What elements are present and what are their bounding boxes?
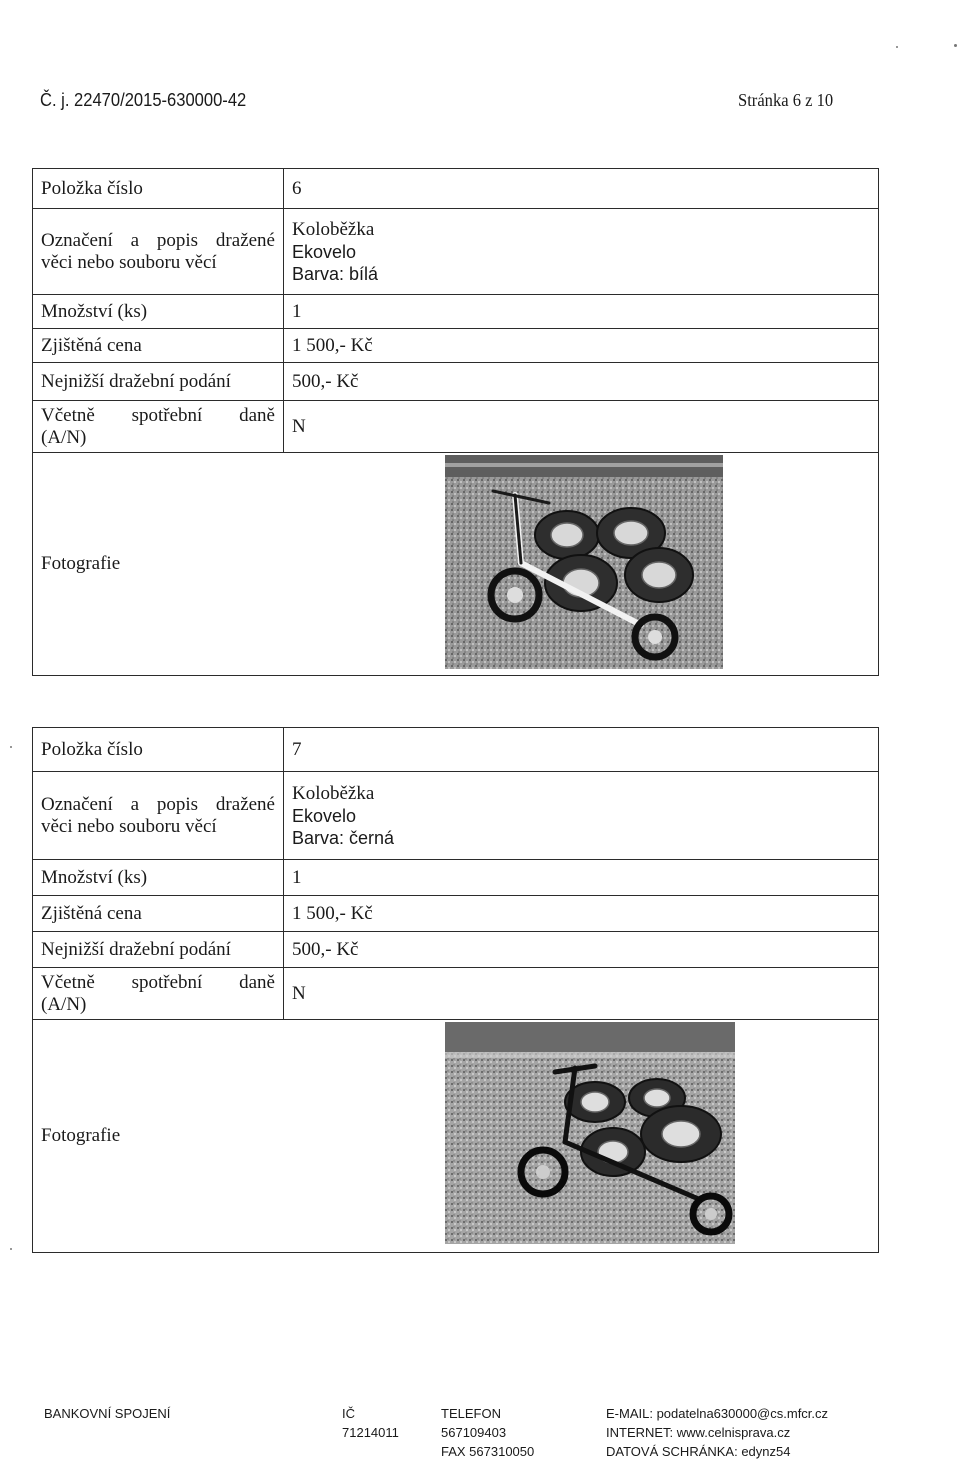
footer-phone [441, 1404, 534, 1461]
footer-ic-label: IČ [342, 1406, 355, 1421]
tax-label-word-1: Včetně [41, 404, 95, 426]
tax-label-line1 [41, 405, 275, 427]
tax-label [33, 401, 284, 453]
item-number-value: 6 [284, 169, 879, 209]
description-label-line1: Označení a popis dražené [41, 793, 275, 815]
item-color: Barva: bílá [292, 263, 379, 284]
item-name: Koloběžka [292, 782, 375, 804]
min-bid-value: 500,- Kč [284, 932, 879, 968]
description-value [284, 209, 879, 295]
item-name: Koloběžka [292, 218, 375, 240]
tax-label-word-3: daně [239, 971, 275, 993]
tax-value: N [284, 401, 879, 453]
scan-speck [954, 44, 957, 47]
footer-phone-label: TELEFON [441, 1406, 501, 1421]
description-label-line2: věci nebo souboru věcí [41, 815, 217, 837]
description-label-line2: věci nebo souboru věcí [41, 251, 217, 273]
photo-image [445, 455, 723, 669]
footer-databox: DATOVÁ SCHRÁNKA: edynz54 [606, 1444, 791, 1459]
item-brand: Ekovelo [292, 805, 357, 826]
tax-label-line2: (A/N) [41, 993, 87, 1015]
item-number-value: 7 [284, 728, 879, 772]
footer-contact [606, 1404, 828, 1461]
photo-row [33, 1020, 879, 1253]
tax-label [33, 968, 284, 1020]
price-value: 1 500,- Kč [284, 896, 879, 932]
quantity-value: 1 [284, 295, 879, 329]
tax-label-word-3: daně [239, 404, 275, 426]
footer-internet: INTERNET: www.celnisprava.cz [606, 1425, 791, 1440]
item-table-6 [32, 168, 879, 676]
description-label [33, 209, 284, 295]
min-bid-value: 500,- Kč [284, 363, 879, 401]
item-number-label: Položka číslo [33, 169, 284, 209]
page-number: Stránka 6 z 10 [738, 90, 834, 110]
item-brand: Ekovelo [292, 241, 357, 262]
price-label: Zjištěná cena [33, 896, 284, 932]
document-reference-number: Č. j. 22470/2015-630000-42 [40, 90, 247, 110]
tax-label-word-2: spotřební [131, 971, 203, 993]
tax-label-word-1: Včetně [41, 971, 95, 993]
tax-value: N [284, 968, 879, 1020]
item-number-label: Položka číslo [33, 728, 284, 772]
photo-label: Fotografie [41, 1125, 121, 1146]
quantity-label: Množství (ks) [33, 860, 284, 896]
price-label: Zjištěná cena [33, 329, 284, 363]
footer-email: E-MAIL: podatelna630000@cs.mfcr.cz [606, 1406, 829, 1421]
price-value: 1 500,- Kč [284, 329, 879, 363]
description-label-line1: Označení a popis dražené [41, 229, 275, 251]
tax-label-word-2: spotřební [131, 404, 203, 426]
description-label [33, 772, 284, 860]
min-bid-label: Nejnižší dražební podání [33, 932, 284, 968]
scan-speck [10, 1248, 12, 1250]
photo-label: Fotografie [41, 553, 121, 574]
quantity-value: 1 [284, 860, 879, 896]
quantity-label: Množství (ks) [33, 295, 284, 329]
scooter-photo-white [445, 455, 723, 669]
footer-bank-label: BANKOVNÍ SPOJENÍ [44, 1406, 171, 1421]
footer-ic [342, 1404, 399, 1442]
item-color: Barva: černá [292, 827, 395, 848]
tax-label-line2: (A/N) [41, 426, 87, 448]
footer-fax: FAX 567310050 [441, 1444, 535, 1459]
footer-ic-value: 71214011 [342, 1425, 399, 1440]
scan-speck [896, 46, 898, 48]
photo-image [445, 1022, 735, 1244]
scooter-photo-black [445, 1022, 735, 1244]
footer-phone-value: 567109403 [441, 1425, 507, 1440]
min-bid-label: Nejnižší dražební podání [33, 363, 284, 401]
photo-row [33, 453, 879, 676]
scan-speck [10, 746, 12, 748]
item-table-7 [32, 727, 879, 1253]
tax-label-line1 [41, 972, 275, 994]
description-value [284, 772, 879, 860]
